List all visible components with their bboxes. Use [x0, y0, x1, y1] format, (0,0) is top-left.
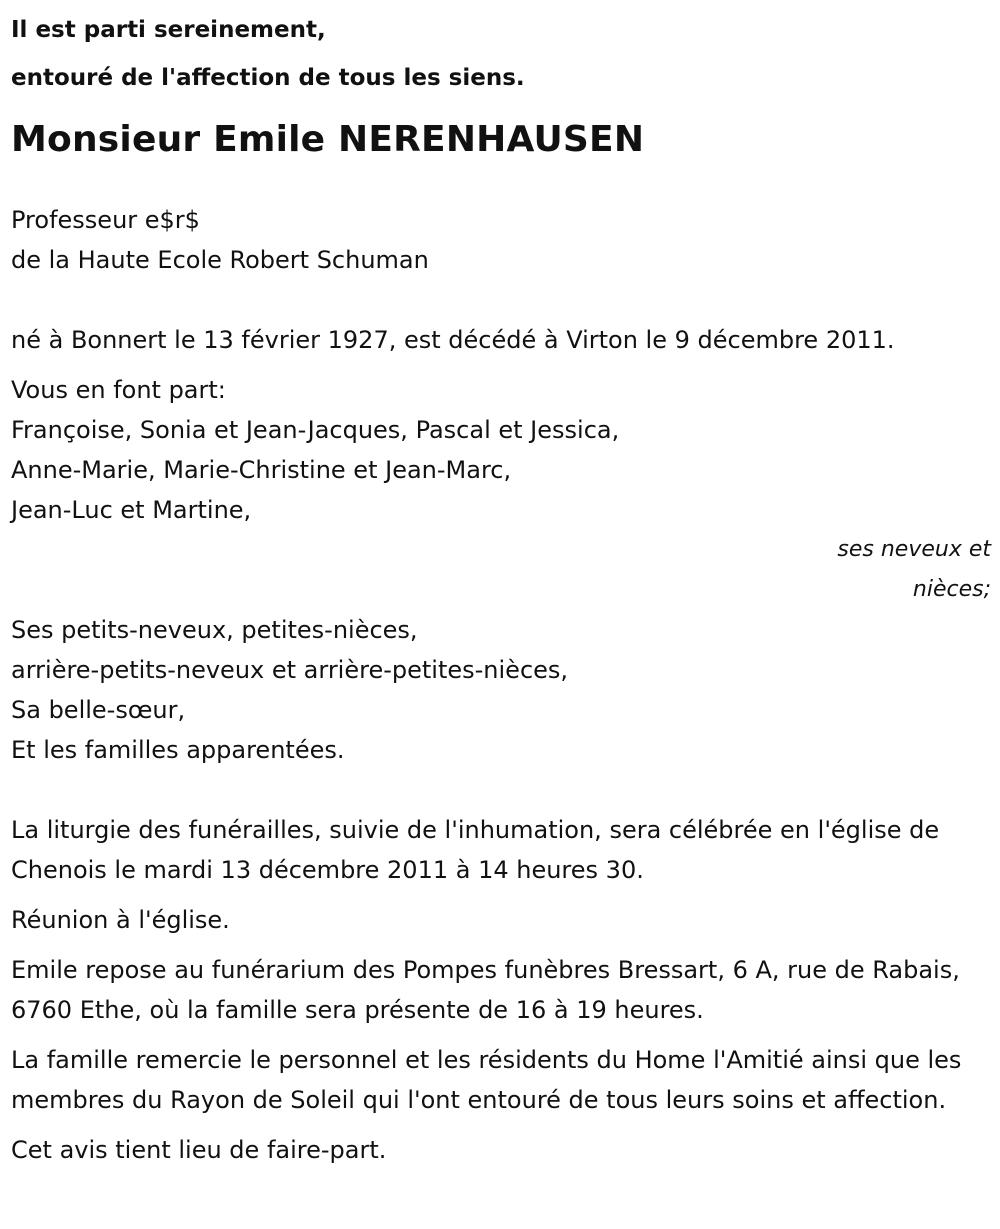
relation-note: ses neveux et nièces;	[837, 537, 991, 602]
announcement-line: Jean-Luc et Martine,	[11, 496, 252, 524]
announcement-line: Françoise, Sonia et Jean-Jacques, Pascal et Jessica,	[11, 416, 620, 444]
thanks-paragraph: La famille remercie le personnel et les résidents du Home l'Amitié ainsi que les membres du Rayon de Soleil qui l'ont entouré de tous leurs soins et affection.	[11, 1046, 962, 1114]
family-line: Sa belle-sœur,	[11, 696, 186, 724]
family-line: Ses petits-neveux, petites-nièces,	[11, 616, 418, 644]
funeral-home-paragraph: Emile repose au funérarium des Pompes funèbres Bressart, 6 A, rue de Rabais, 6760 Ethe, où la famille sera présente de 16 à 19 heures.	[11, 956, 960, 1024]
other-family-block	[11, 610, 990, 770]
family-line: Et les familles apparentées.	[11, 736, 345, 764]
intro-line-2: entouré de l'affection de tous les siens.	[11, 65, 525, 91]
meeting-paragraph: Réunion à l'église.	[11, 906, 230, 934]
birth-death-line: né à Bonnert le 13 février 1927, est décédé à Virton le 9 décembre 2011.	[11, 326, 895, 354]
announcement-block	[11, 370, 990, 610]
intro-line-1: Il est parti sereinement,	[11, 17, 326, 43]
announcement-line: Anne-Marie, Marie-Christine et Jean-Marc,	[11, 456, 512, 484]
deceased-name: Monsieur Emile NERENHAUSEN	[11, 119, 645, 160]
ceremony-paragraph: La liturgie des funérailles, suivie de l'inhumation, sera célébrée en l'église de Chenois le mardi 13 décembre 2011 à 14 heures 30.	[11, 816, 940, 884]
title-line-2: de la Haute Ecole Robert Schuman	[11, 246, 429, 274]
title-line-1: Professeur e$r$	[11, 206, 200, 234]
announcement-heading: Vous en font part:	[11, 376, 226, 404]
family-line: arrière-petits-neveux et arrière-petites-nièces,	[11, 656, 569, 684]
closing-paragraph: Cet avis tient lieu de faire-part.	[11, 1136, 387, 1164]
title-block	[11, 200, 990, 280]
